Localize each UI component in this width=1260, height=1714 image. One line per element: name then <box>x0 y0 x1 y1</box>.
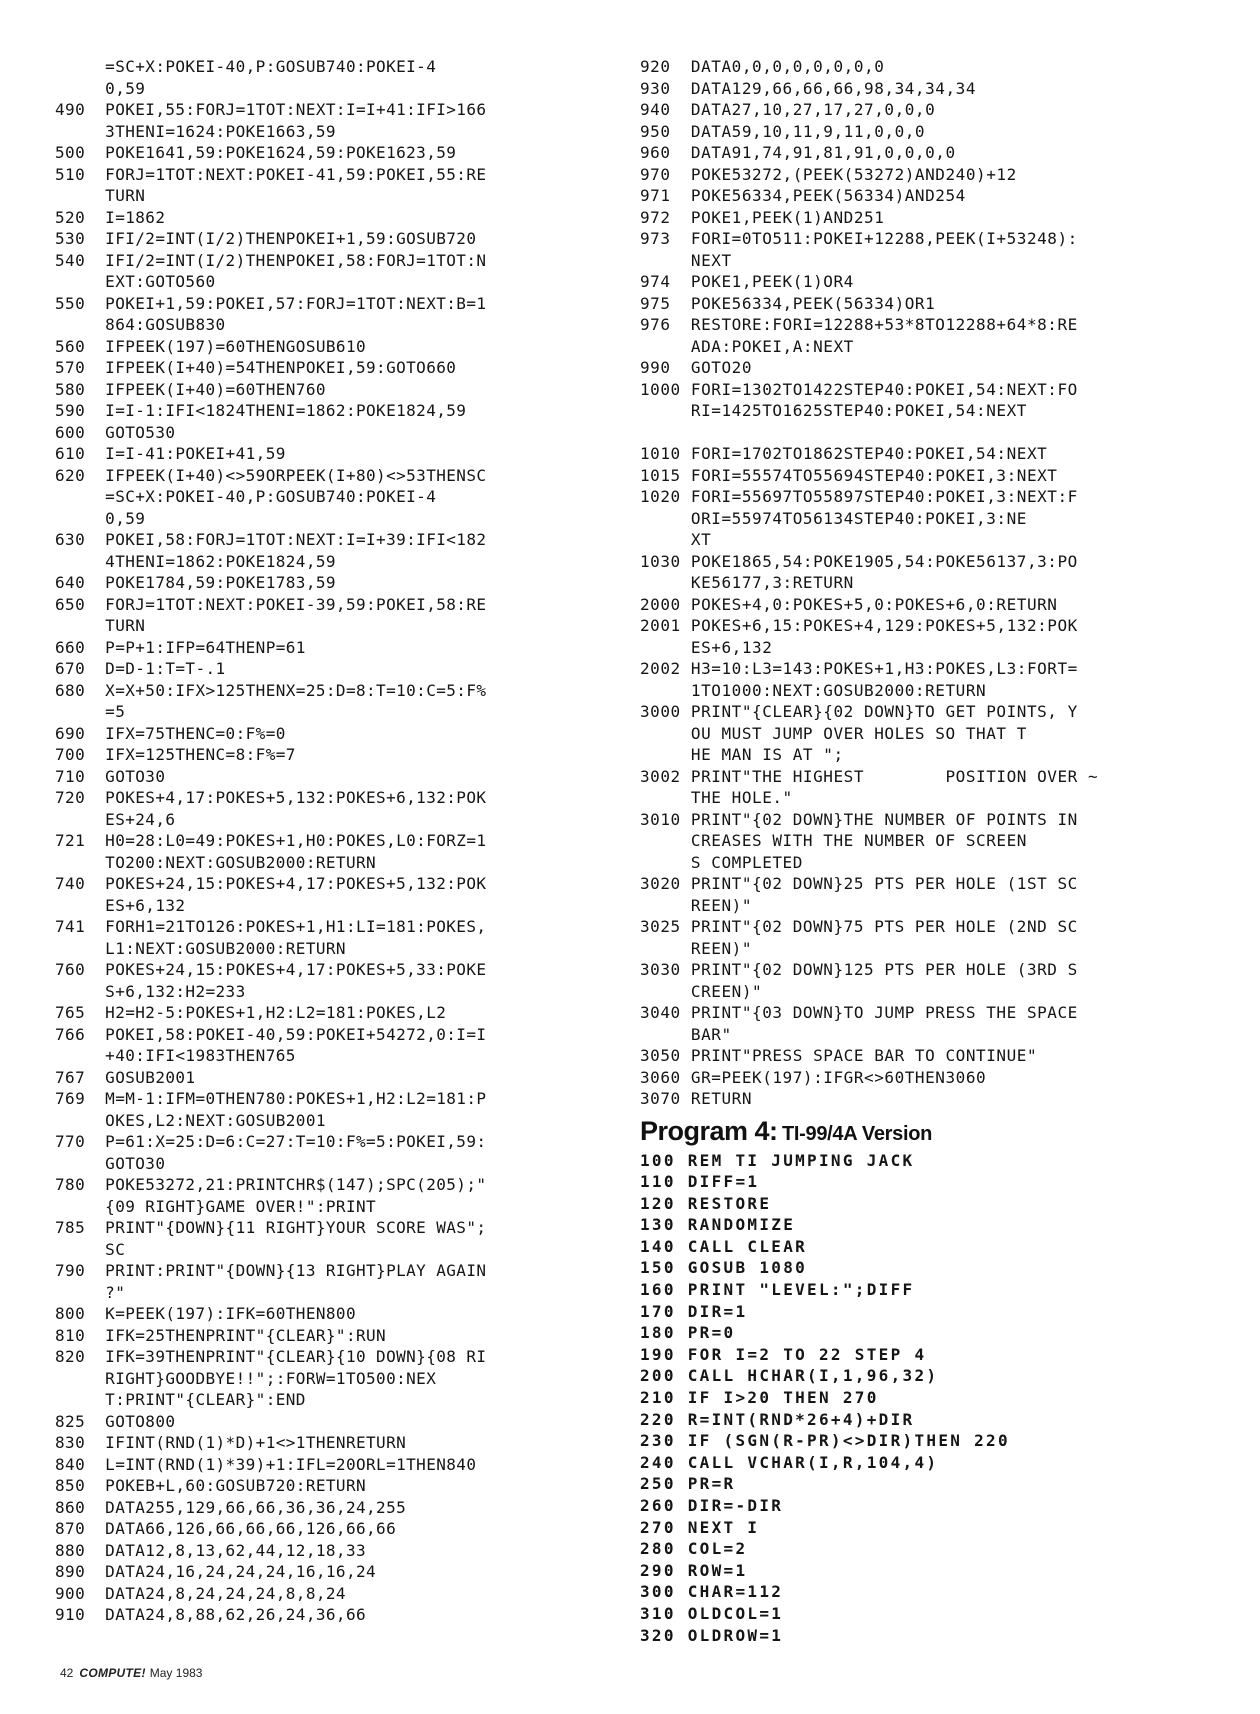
ti-code-line: 230 IF (SGN(R-PR)<>DIR)THEN 220 <box>640 1431 1010 1451</box>
code-line: 3070 RETURN <box>640 1089 753 1108</box>
code-line: 1TO1000:NEXT:GOSUB2000:RETURN <box>640 680 987 700</box>
code-line: 825 GOTO800 <box>55 1411 176 1431</box>
code-line: 870 DATA66,126,66,66,66,126,66,66 <box>55 1519 397 1538</box>
program-4-title: Program 4: <box>640 1115 778 1146</box>
code-line: 790 PRINT:PRINT"{DOWN}{13 RIGHT}PLAY AGAIN <box>55 1261 487 1280</box>
code-line: 600 GOTO530 <box>55 422 176 442</box>
code-line: 900 DATA24,8,24,24,24,8,8,24 <box>55 1583 346 1603</box>
code-line: 540 IFI/2=INT(I/2)THENPOKEI,58:FORJ=1TOT:N <box>55 250 487 270</box>
code-line: 800 K=PEEK(197):IFK=60THEN800 <box>55 1304 356 1323</box>
code-line: 690 IFX=75THENC=0:F%=0 <box>55 723 286 743</box>
code-line: 785 PRINT"{DOWN}{11 RIGHT}YOUR SCORE WAS"; <box>55 1218 487 1237</box>
right-column <box>640 56 1230 1646</box>
code-line: ORI=55974TO56134STEP40:POKEI,3:NE <box>640 508 1027 528</box>
code-line: 1000 FORI=1302TO1422STEP40:POKEI,54:NEXT:FO <box>640 379 1078 399</box>
code-line: 680 X=X+50:IFX>125THENX=25:D=8:T=10:C=5:F% <box>55 680 487 700</box>
code-line: OKES,L2:NEXT:GOSUB2001 <box>55 1110 326 1130</box>
code-line: 1015 FORI=55574TO55694STEP40:POKEI,3:NEXT <box>640 465 1058 485</box>
code-line: 767 GOSUB2001 <box>55 1067 196 1087</box>
code-line: 740 POKES+24,15:POKES+4,17:POKES+5,132:POK <box>55 874 487 893</box>
ti-code-line: 270 NEXT I <box>640 1517 760 1537</box>
code-line: 2001 POKES+6,15:POKES+4,129:POKES+5,132:POK <box>640 616 1078 635</box>
ti-code-line: 100 REM TI JUMPING JACK <box>640 1150 915 1170</box>
code-line: 530 IFI/2=INT(I/2)THENPOKEI+1,59:GOSUB720 <box>55 229 477 248</box>
code-line: 4THENI=1862:POKE1824,59 <box>55 551 336 571</box>
code-line: 910 DATA24,8,88,62,26,24,36,66 <box>55 1605 367 1624</box>
code-line: 830 IFINT(RND(1)*D)+1<>1THENRETURN <box>55 1433 407 1452</box>
code-line: 3030 PRINT"{02 DOWN}125 PTS PER HOLE (3RD S <box>640 960 1078 979</box>
code-line: TURN <box>55 186 146 205</box>
code-line: 510 FORJ=1TOT:NEXT:POKEI-41,59:POKEI,55:RE <box>55 164 487 184</box>
code-line: RI=1425TO1625STEP40:POKEI,54:NEXT <box>640 401 1027 420</box>
ti-code-listing <box>640 1150 1230 1647</box>
code-line: T:PRINT"{CLEAR}":END <box>55 1390 306 1409</box>
code-line: CREASES WITH THE NUMBER OF SCREEN <box>640 831 1027 850</box>
code-line: 990 GOTO20 <box>640 358 753 377</box>
code-line: 770 P=61:X=25:D=6:C=27:T=10:F%=5:POKEI,59: <box>55 1132 487 1151</box>
code-line: 3060 GR=PEEK(197):IFGR<>60THEN3060 <box>640 1067 987 1087</box>
ti-code-line: 190 FOR I=2 TO 22 STEP 4 <box>640 1344 927 1364</box>
ti-code-line: 320 OLDROW=1 <box>640 1625 784 1645</box>
code-line: 920 DATA0,0,0,0,0,0,0,0 <box>640 57 885 76</box>
code-line: THE HOLE." <box>640 788 793 807</box>
code-line: 2002 H3=10:L3=143:POKES+1,H3:POKES,L3:FORT= <box>640 659 1078 678</box>
code-line: 973 FORI=0TO511:POKEI+12288,PEEK(I+53248): <box>640 229 1078 248</box>
code-line: 670 D=D-1:T=T-.1 <box>55 659 226 678</box>
ti-code-line: 300 CHAR=112 <box>640 1582 784 1602</box>
code-line: +40:IFI<1983THEN765 <box>55 1046 296 1065</box>
code-line: SC <box>55 1239 126 1259</box>
code-line: 780 POKE53272,21:PRINTCHR$(147);SPC(205);" <box>55 1175 487 1194</box>
code-line: =SC+X:POKEI-40,P:GOSUB740:POKEI-4 <box>55 487 437 506</box>
code-line: S+6,132:H2=233 <box>55 981 246 1001</box>
code-line: 820 IFK=39THENPRINT"{CLEAR}{10 DOWN}{08 RI <box>55 1347 487 1366</box>
ti-code-line: 250 PR=R <box>640 1474 736 1494</box>
code-line: ES+24,6 <box>55 809 176 829</box>
code-line: 710 GOTO30 <box>55 766 166 786</box>
code-line: 850 POKEB+L,60:GOSUB720:RETURN <box>55 1476 367 1495</box>
code-line: 970 POKE53272,(PEEK(53272)AND240)+12 <box>640 164 1017 184</box>
code-line: 520 I=1862 <box>55 207 166 227</box>
code-line: 930 DATA129,66,66,66,98,34,34,34 <box>640 78 977 98</box>
code-line: 3025 PRINT"{02 DOWN}75 PTS PER HOLE (2ND SC <box>640 917 1078 936</box>
ti-code-line: 290 ROW=1 <box>640 1560 748 1580</box>
code-line: 940 DATA27,10,27,17,27,0,0,0 <box>640 100 936 119</box>
code-line: 860 DATA255,129,66,66,36,36,24,255 <box>55 1497 407 1517</box>
code-line: 950 DATA59,10,11,9,11,0,0,0 <box>640 121 926 141</box>
code-line: 3002 PRINT"THE HIGHEST POSITION OVER ~ <box>640 766 1099 786</box>
code-line: 660 P=P+1:IFP=64THENP=61 <box>55 637 306 657</box>
ti-code-line: 120 RESTORE <box>640 1193 772 1213</box>
code-line: 3020 PRINT"{02 DOWN}25 PTS PER HOLE (1ST SC <box>640 874 1078 893</box>
code-line: 630 POKEI,58:FORJ=1TOT:NEXT:I=I+39:IFI<182 <box>55 530 487 549</box>
code-line: 590 I=I-1:IFI<1824THENI=1862:POKE1824,59 <box>55 401 467 420</box>
code-line: 650 FORJ=1TOT:NEXT:POKEI-39,59:POKEI,58:RE <box>55 594 487 614</box>
code-line: TURN <box>55 616 146 635</box>
code-line: 0,59 <box>55 508 146 528</box>
code-line: 500 POKE1641,59:POKE1624,59:POKE1623,59 <box>55 143 457 162</box>
code-line: 490 POKEI,55:FORJ=1TOT:NEXT:I=I+41:IFI>166 <box>55 100 487 119</box>
code-line: 3000 PRINT"{CLEAR}{02 DOWN}TO GET POINTS, Y <box>640 702 1078 721</box>
code-line: 880 DATA12,8,13,62,44,12,18,33 <box>55 1540 367 1560</box>
ti-code-line: 260 DIR=-DIR <box>640 1496 784 1515</box>
code-line: 640 POKE1784,59:POKE1783,59 <box>55 573 336 592</box>
code-line: 975 POKE56334,PEEK(56334)OR1 <box>640 293 936 313</box>
code-line: 610 I=I-41:POKEI+41,59 <box>55 444 286 463</box>
code-line: 760 POKES+24,15:POKES+4,17:POKES+5,33:POKE <box>55 960 487 979</box>
code-line: 700 IFX=125THENC=8:F%=7 <box>55 745 296 764</box>
code-line: 741 FORH1=21TO126:POKES+1,H1:LI=181:POKES, <box>55 917 487 936</box>
code-line: 960 DATA91,74,91,81,91,0,0,0,0 <box>640 143 956 162</box>
code-line: HE MAN IS AT "; <box>640 745 844 764</box>
code-line: 580 IFPEEK(I+40)=60THEN760 <box>55 379 326 399</box>
ti-code-line: 130 RANDOMIZE <box>640 1215 796 1235</box>
code-line: 810 IFK=25THENPRINT"{CLEAR}":RUN <box>55 1325 387 1345</box>
ti-code-line: 280 COL=2 <box>640 1539 748 1559</box>
code-line: 620 IFPEEK(I+40)<>59ORPEEK(I+80)<>53THENSC <box>55 465 487 485</box>
page-footer <box>60 1666 202 1680</box>
code-line: REEN)" <box>640 895 753 915</box>
code-line: 720 POKES+4,17:POKES+5,132:POKES+6,132:POK <box>55 788 487 807</box>
code-line: 1020 FORI=55697TO55897STEP40:POKEI,3:NEXT:F <box>640 487 1078 506</box>
code-line: 766 POKEI,58:POKEI-40,59:POKEI+54272,0:I=I <box>55 1024 487 1044</box>
code-line: 840 L=INT(RND(1)*39)+1:IFL=20ORL=1THEN840 <box>55 1454 477 1474</box>
magazine-name: COMPUTE! <box>79 1666 146 1680</box>
code-line: REEN)" <box>640 938 753 958</box>
ti-code-line: 210 IF I>20 THEN 270 <box>640 1388 879 1408</box>
code-line: RIGHT}GOODBYE!!";:FORW=1TO500:NEX <box>55 1368 437 1388</box>
code-line: OU MUST JUMP OVER HOLES SO THAT T <box>640 723 1027 743</box>
code-line: 3050 PRINT"PRESS SPACE BAR TO CONTINUE" <box>640 1046 1038 1065</box>
code-line: 560 IFPEEK(197)=60THENGOSUB610 <box>55 336 367 356</box>
code-line: 769 M=M-1:IFM=0THEN780:POKES+1,H2:L2=181:P <box>55 1089 487 1108</box>
right-code-listing <box>640 56 1230 1110</box>
code-line: 864:GOSUB830 <box>55 315 226 334</box>
code-line: ES+6,132 <box>640 637 773 657</box>
code-line: ?" <box>55 1282 126 1302</box>
program-4-heading <box>640 1116 1230 1146</box>
code-line: 971 POKE56334,PEEK(56334)AND254 <box>640 186 966 205</box>
code-line: XT <box>640 530 712 549</box>
code-line: GOTO30 <box>55 1153 166 1173</box>
code-line: 3040 PRINT"{03 DOWN}TO JUMP PRESS THE SPACE <box>640 1003 1078 1022</box>
code-line: NEXT <box>640 250 732 270</box>
code-line: 3THENI=1624:POKE1663,59 <box>55 121 336 141</box>
code-line: =5 <box>55 702 126 721</box>
ti-code-line: 220 R=INT(RND*26+4)+DIR <box>640 1409 915 1429</box>
code-line: 765 H2=H2-5:POKES+1,H2:L2=181:POKES,L2 <box>55 1003 447 1022</box>
ti-code-line: 150 GOSUB 1080 <box>640 1258 808 1278</box>
ti-code-line: 200 CALL HCHAR(I,1,96,32) <box>640 1366 939 1386</box>
left-code-column <box>55 56 630 1626</box>
program-4-subtitle: TI-99/4A Version <box>782 1122 933 1145</box>
code-line: BAR" <box>640 1024 732 1044</box>
code-line: ES+6,132 <box>55 895 186 915</box>
ti-code-line: 160 PRINT "LEVEL:";DIFF <box>640 1280 915 1300</box>
code-line: 570 IFPEEK(I+40)=54THENPOKEI,59:GOTO660 <box>55 358 457 377</box>
code-line: 972 POKE1,PEEK(1)AND251 <box>640 207 885 227</box>
code-line: ADA:POKEI,A:NEXT <box>640 336 854 356</box>
code-line: 0,59 <box>55 78 146 98</box>
page-number: 42 <box>60 1666 74 1680</box>
code-line: 974 POKE1,PEEK(1)OR4 <box>640 272 854 291</box>
code-line: L1:NEXT:GOSUB2000:RETURN <box>55 938 346 958</box>
code-line: 3010 PRINT"{02 DOWN}THE NUMBER OF POINTS IN <box>640 809 1078 829</box>
ti-code-line: 140 CALL CLEAR <box>640 1236 808 1256</box>
ti-code-line: 240 CALL VCHAR(I,R,104,4) <box>640 1452 939 1472</box>
code-line: 721 H0=28:L0=49:POKES+1,H0:POKES,L0:FORZ=1 <box>55 831 487 850</box>
code-line: TO200:NEXT:GOSUB2000:RETURN <box>55 852 377 872</box>
ti-code-line: 170 DIR=1 <box>640 1301 748 1321</box>
ti-code-line: 310 OLDCOL=1 <box>640 1603 784 1623</box>
code-line: 2000 POKES+4,0:POKES+5,0:POKES+6,0:RETURN <box>640 594 1058 614</box>
code-line: 890 DATA24,16,24,24,24,16,16,24 <box>55 1562 377 1581</box>
code-line: {09 RIGHT}GAME OVER!":PRINT <box>55 1196 377 1216</box>
code-line: 550 POKEI+1,59:POKEI,57:FORJ=1TOT:NEXT:B=1 <box>55 293 487 313</box>
code-line: CREEN)" <box>640 981 763 1001</box>
issue-date: May 1983 <box>149 1666 203 1680</box>
code-line: 1030 POKE1865,54:POKE1905,54:POKE56137,3:PO <box>640 551 1078 571</box>
ti-code-line: 180 PR=0 <box>640 1323 736 1343</box>
code-line: =SC+X:POKEI-40,P:GOSUB740:POKEI-4 <box>55 57 437 76</box>
ti-code-line: 110 DIFF=1 <box>640 1172 760 1192</box>
code-line: 976 RESTORE:FORI=12288+53*8TO12288+64*8:RE <box>640 315 1078 334</box>
code-line: KE56177,3:RETURN <box>640 573 854 592</box>
code-line: EXT:GOTO560 <box>55 272 216 291</box>
code-line: 1010 FORI=1702TO1862STEP40:POKEI,54:NEXT <box>640 444 1048 463</box>
code-line: S COMPLETED <box>640 852 803 872</box>
code-line <box>640 422 1230 444</box>
